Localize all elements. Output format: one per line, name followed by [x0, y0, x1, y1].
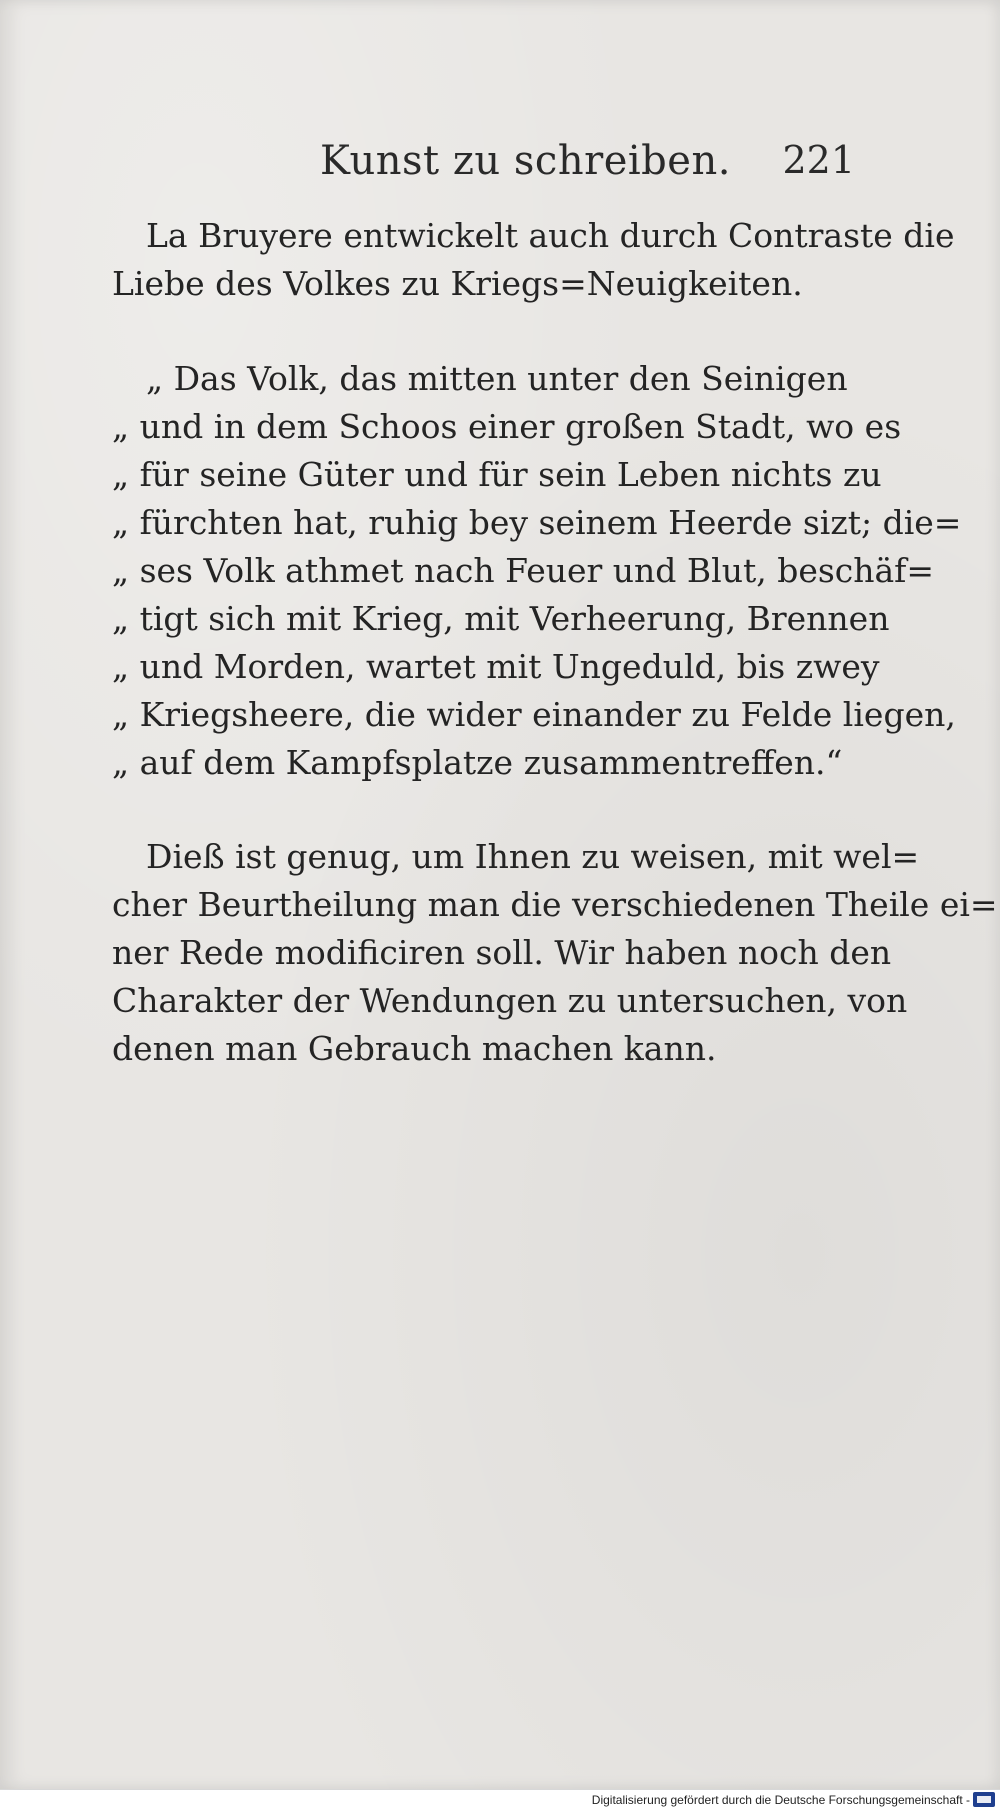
paragraph-3	[112, 833, 998, 1073]
digitization-footer	[0, 1789, 1000, 1811]
text-line: „ Kriegsheere, die wider einander zu Felde liegen,	[112, 695, 956, 734]
text-line: „ ses Volk athmet nach Feuer und Blut, beschäf=	[112, 551, 935, 590]
paragraph-1	[112, 212, 955, 308]
text-line: „ und in dem Schoos einer großen Stadt, wo es	[112, 407, 902, 446]
text-line: La Bruyere entwickelt auch durch Contraste die	[146, 216, 955, 255]
digitization-credit: Digitalisierung gefördert durch die Deutsche Forschungsgemeinschaft -	[591, 1793, 970, 1807]
text-line: Dieß ist genug, um Ihnen zu weisen, mit wel=	[146, 837, 920, 876]
text-line: Liebe des Volkes zu Kriegs=Neuigkeiten.	[112, 264, 803, 303]
dfg-logo-icon	[973, 1792, 995, 1807]
text-line: „ fürchten hat, ruhig bey seinem Heerde sizt; die=	[112, 503, 962, 542]
text-line: „ tigt sich mit Krieg, mit Verheerung, Brennen	[112, 599, 890, 638]
text-line: „ auf dem Kampfsplatze zusammentreffen.“	[112, 743, 843, 782]
paragraph-2-quote	[112, 355, 962, 787]
text-line: „ für seine Güter und für sein Leben nichts zu	[112, 455, 882, 494]
text-line: „ und Morden, wartet mit Ungeduld, bis zwey	[112, 647, 880, 686]
text-line: cher Beurtheilung man die verschiedenen Theile ei=	[112, 885, 998, 924]
page-header	[320, 138, 855, 188]
running-head: Kunst zu schreiben.	[320, 138, 731, 184]
text-line: Charakter der Wendungen zu untersuchen, von	[112, 981, 908, 1020]
text-line: denen man Gebrauch machen kann.	[112, 1029, 717, 1068]
text-line: „ Das Volk, das mitten unter den Seinigen	[146, 359, 848, 398]
page-number: 221	[782, 138, 855, 182]
text-line: ner Rede modificiren soll. Wir haben noch den	[112, 933, 892, 972]
